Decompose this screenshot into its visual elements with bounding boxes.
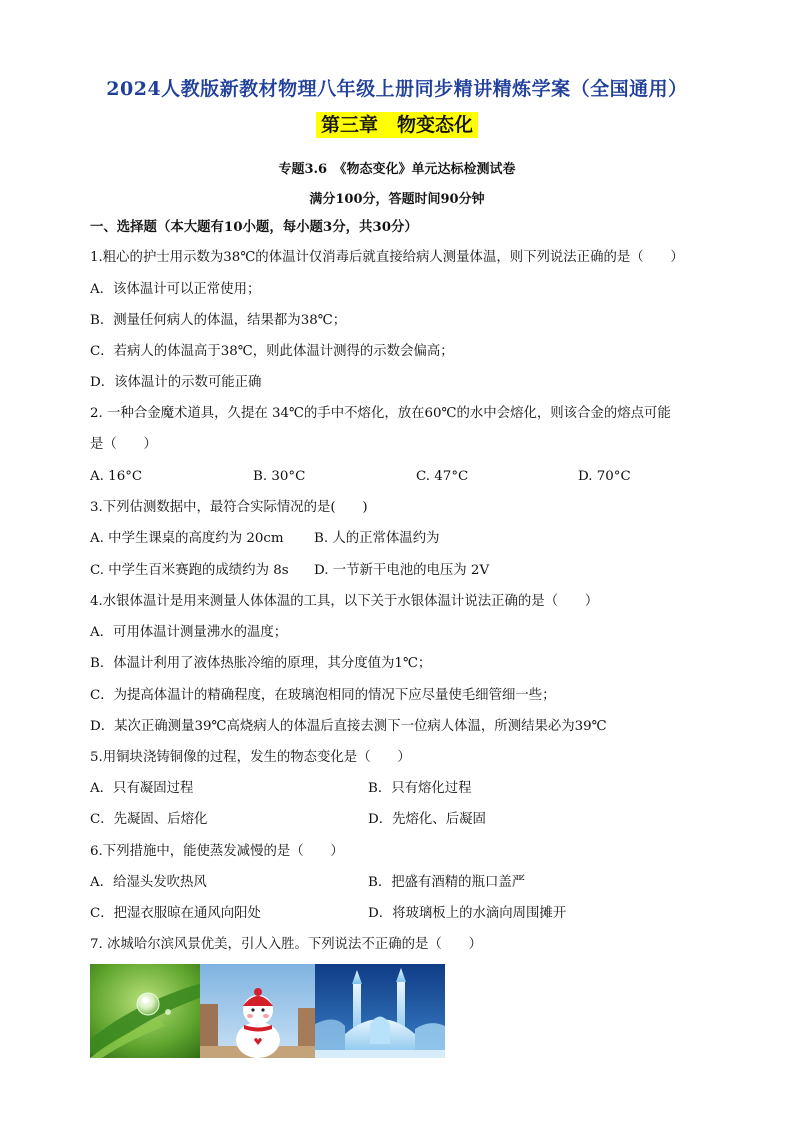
q3-option-c: C. 中学生百米赛跑的成绩约为 8s [90, 563, 289, 578]
section-heading: 一、选择题（本大题有10小题，每小题3分，共30分） [90, 219, 418, 235]
topic-heading: 专题3.6 《物态变化》单元达标检测试卷 [278, 162, 516, 177]
q3-option-a: A. 中学生课桌的高度约为 20cm [90, 531, 284, 546]
q6-stem: 6.下列措施中，能使蒸发减慢的是（ ） [90, 844, 344, 859]
photo-snowman [200, 964, 315, 1058]
q1-option-a: A．该体温计可以正常使用； [90, 282, 261, 297]
q5-option-b: B．只有熔化过程 [368, 781, 472, 796]
q6-option-a: A．给湿头发吹热风 [90, 875, 207, 890]
q4-option-b: B．体温计利用了液体热胀冷缩的原理，其分度值为1℃； [90, 656, 432, 671]
q6-option-c: C．把湿衣服晾在通风向阳处 [90, 906, 261, 921]
score-time: 满分100分，答题时间90分钟 [309, 192, 485, 207]
q1-stem: 1.粗心的护士用示数为38℃的体温计仅消毒后就直接给病人测量体温，则下列说法正确的是（ ） [90, 250, 684, 265]
q1-option-c: C．若病人的体温高于38℃，则此体温计测得的示数会偏高； [90, 344, 454, 359]
q6-option-d: D．将玻璃板上的水滴向周围摊开 [368, 906, 567, 921]
q1-option-b: B．测量任何病人的体温，结果都为38℃； [90, 313, 347, 328]
q4-stem: 4.水银体温计是用来测量人体体温的工具，以下关于水银体温计说法正确的是（ ） [90, 594, 599, 609]
q4-option-c: C．为提高体温计的精确程度，在玻璃泡相同的情况下应尽量使毛细管细一些； [90, 688, 556, 703]
q2-option-a: A. 16°C [90, 469, 143, 484]
q2-stem-line1: 2. 一种合金魔术道具，久提在 34℃的手中不熔化，放在60℃的水中会熔化，则该合金的熔点可能 [90, 406, 671, 421]
q2-stem-line2: 是（ ） [90, 437, 157, 452]
document-title: 2024人教版新教材物理八年级上册同步精讲精炼学案（全国通用） [106, 78, 688, 100]
q2-option-d: D. 70°C [578, 469, 631, 484]
q5-option-d: D．先熔化、后凝固 [368, 812, 486, 827]
q4-option-d: D．某次正确测量39℃高烧病人的体温后直接去测下一位病人体温，所测结果必为39℃ [90, 719, 607, 734]
chapter-heading-wrap [0, 112, 794, 138]
q5-stem: 5.用铜块浇铸铜像的过程，发生的物态变化是（ ） [90, 750, 411, 765]
q6-option-b: B．把盛有酒精的瓶口盖严 [368, 875, 526, 890]
q5-option-c: C．先凝固、后熔化 [90, 812, 208, 827]
q2-option-b: B. 30°C [253, 469, 306, 484]
q3-stem: 3.下列估测数据中，最符合实际情况的是( ) [90, 500, 368, 515]
q4-option-a: A．可用体温计测量沸水的温度； [90, 625, 288, 640]
q3-option-b: B. 人的正常体温约为 [314, 531, 440, 546]
photo-dewdrop-on-leaf [90, 964, 200, 1058]
q3-option-d: D. 一节新干电池的电压为 2V [314, 563, 490, 578]
q1-option-d: D．该体温计的示数可能正确 [90, 375, 262, 390]
q5-option-a: A．只有凝固过程 [90, 781, 194, 796]
chapter-heading: 第三章 物变态化 [316, 112, 478, 138]
photo-ice-sculpture [315, 964, 445, 1058]
q2-option-c: C. 47°C [416, 469, 469, 484]
q7-stem: 7. 冰城哈尔滨风景优美，引人入胜。下列说法不正确的是（ ） [90, 937, 482, 952]
